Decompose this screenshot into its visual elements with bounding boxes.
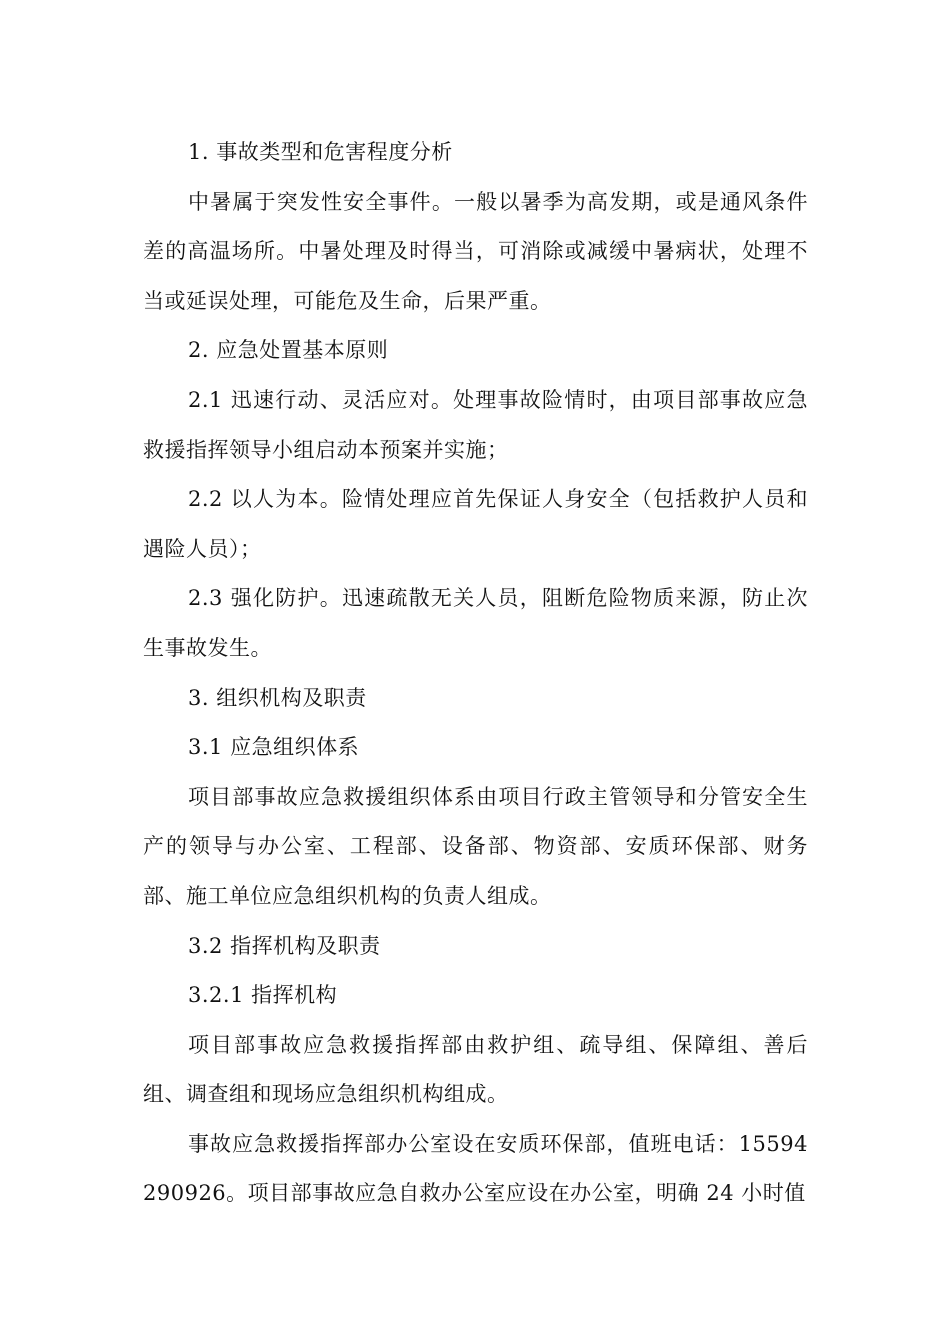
subsection-heading-3-1: 3.1 应急组织体系 [188,735,360,760]
section-heading-organization: 3. 组织机构及职责 [188,685,367,710]
paragraph-principle-2-1: 2.1 迅速行动、灵活应对。处理事故险情时，由项目部事故应急救援指挥领导小组启动本预案并实施； [143,387,808,462]
paragraph-command-structure: 项目部事故应急救援指挥部由救护组、疏导组、保障组、善后组、调查组和现场应急组织机构组成。 [143,1032,808,1107]
section-heading-response-principles: 2. 应急处置基本原则 [188,338,389,363]
paragraph-principle-2-2: 2.2 以人为本。险情处理应首先保证人身安全（包括救护人员和遇险人员）； [143,487,808,561]
subsection-heading-3-2: 3.2 指挥机构及职责 [188,933,381,958]
paragraph-heatstroke-description: 中暑属于突发性安全事件。一般以暑季为高发期，或是通风条件差的高温场所。中暑处理及时得当，可消除或减缓中暑病状，处理不当或延误处理，可能危及生命，后果严重。 [143,189,808,313]
section-heading-accident-analysis: 1. 事故类型和危害程度分析 [188,140,453,164]
paragraph-principle-2-3: 2.3 强化防护。迅速疏散无关人员，阻断危险物质来源，防止次生事故发生。 [143,586,808,660]
document-body [143,128,808,1219]
paragraph-duty-office: 事故应急救援指挥部办公室设在安质环保部，值班电话：15594290926。项目部事故应急自救办公室应设在办公室，明确 24 小时值 [143,1131,808,1206]
paragraph-organization-system: 项目部事故应急救援组织体系由项目行政主管领导和分管安全生产的领导与办公室、工程部、设备部、物资部、安质环保部、财务部、施工单位应急组织机构的负责人组成。 [143,784,808,908]
subsection-heading-3-2-1: 3.2.1 指挥机构 [188,983,338,1008]
